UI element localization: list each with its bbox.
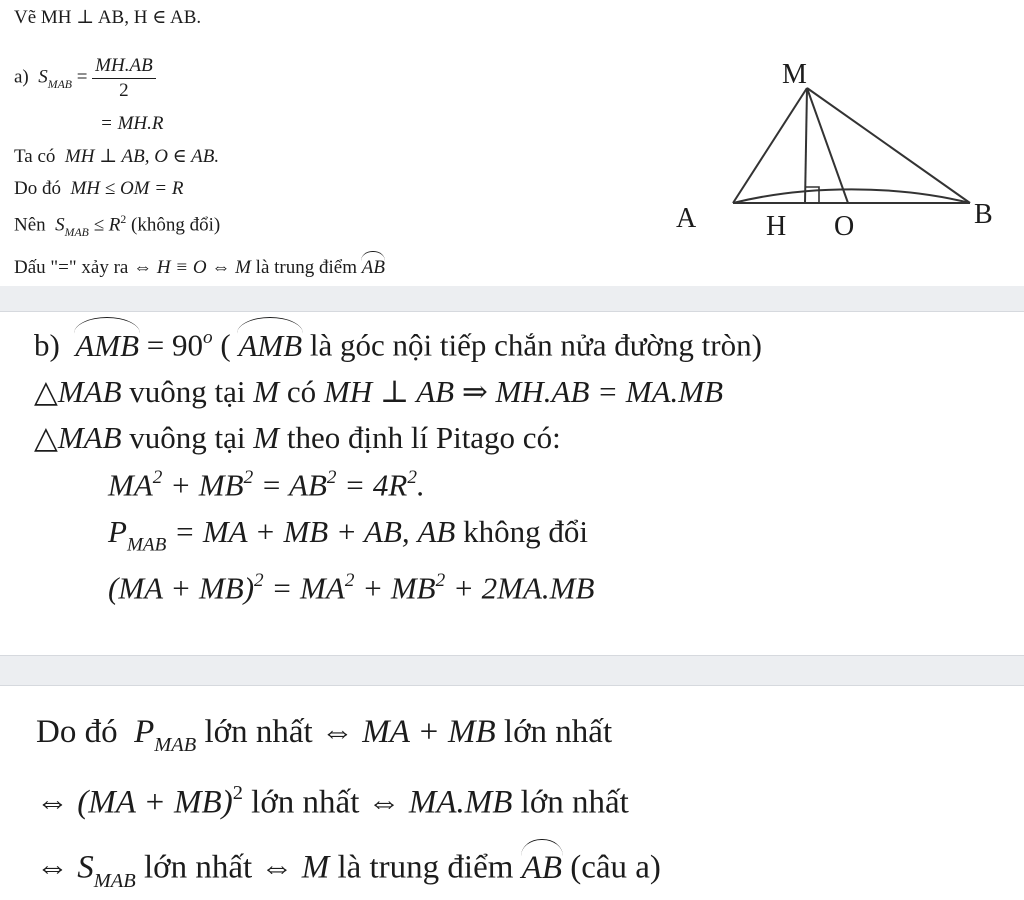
angle-amb-line: b) AMB = $90^o$ ( AMB là góc nội tiếp chắn nửa đường tròn) <box>34 327 762 363</box>
label-h: H <box>766 211 787 242</box>
semicircle-figure <box>668 55 1018 245</box>
segment-ma <box>733 88 807 203</box>
segment-mb <box>807 88 970 203</box>
pythagoras-intro-line: △MAB vuông tại M theo định lí Pitago có: <box>34 420 561 455</box>
angle-amb-2: AMB <box>238 327 303 363</box>
pythagoras-equation: $MA^2 + MB^2 = AB^2 = 4R^2$. <box>108 467 425 503</box>
nen-line: Nên $S_{MAB} \le R^2$ (không đổi) <box>14 213 221 239</box>
equality-line: Dấu "=" xảy ra ⇔ H ≡ O ⇔ M là trung điểm AB <box>14 256 385 278</box>
conclusion-line-1: Do đó $P_{MAB}$ lớn nhất ⇔ MA + MB lớn nhất <box>36 714 613 757</box>
segment-mh <box>805 88 807 203</box>
right-triangle-line: △MAB vuông tại M có MH ⊥ AB ⇒ MH.AB = MA.MB <box>34 374 724 409</box>
label-o: O <box>834 211 855 242</box>
arc-ab: AB <box>361 256 385 278</box>
label-m: M <box>782 59 807 90</box>
conclusion-line-3: ⇔ $S_{MAB}$ lớn nhất ⇔ M là trung điểm AB (câu a) <box>36 849 661 892</box>
dodo-line: Do đó MH ≤ OM = R <box>14 178 184 199</box>
part-b-panel <box>0 311 1024 656</box>
conclusion-panel <box>0 685 1024 900</box>
semicircle-arc <box>733 189 970 203</box>
area-mhr-line: = MH.R <box>100 113 164 134</box>
part-a-panel <box>0 0 1024 286</box>
taco-line: Ta có MH ⊥ AB, O ∈ AB. <box>14 146 220 167</box>
angle-amb: AMB <box>75 327 140 363</box>
segment-mo <box>807 88 848 203</box>
area-fraction: $\frac{MH.AB}{2}$ <box>92 54 156 103</box>
perimeter-line: $P_{MAB}$ = MA + MB + AB, AB không đổi <box>108 514 588 556</box>
area-formula: a) $S_{MAB}$ = $\frac{MH.AB}{2}$ <box>14 54 156 103</box>
conclusion-line-2: ⇔ (MA + MB)$^2$ lớn nhất ⇔ MA.MB lớn nhất <box>36 782 629 821</box>
square-sum-line: $(MA + MB)^2 = MA^2 + MB^2 + 2MA.MB$ <box>108 570 595 606</box>
label-a: A <box>676 203 697 234</box>
right-angle-mark <box>805 187 819 203</box>
arc-ab-conclusion: AB <box>521 849 562 886</box>
part-a-intro: Vẽ MH ⊥ AB, H ∈ AB. <box>14 7 202 28</box>
label-b: B <box>974 199 993 230</box>
